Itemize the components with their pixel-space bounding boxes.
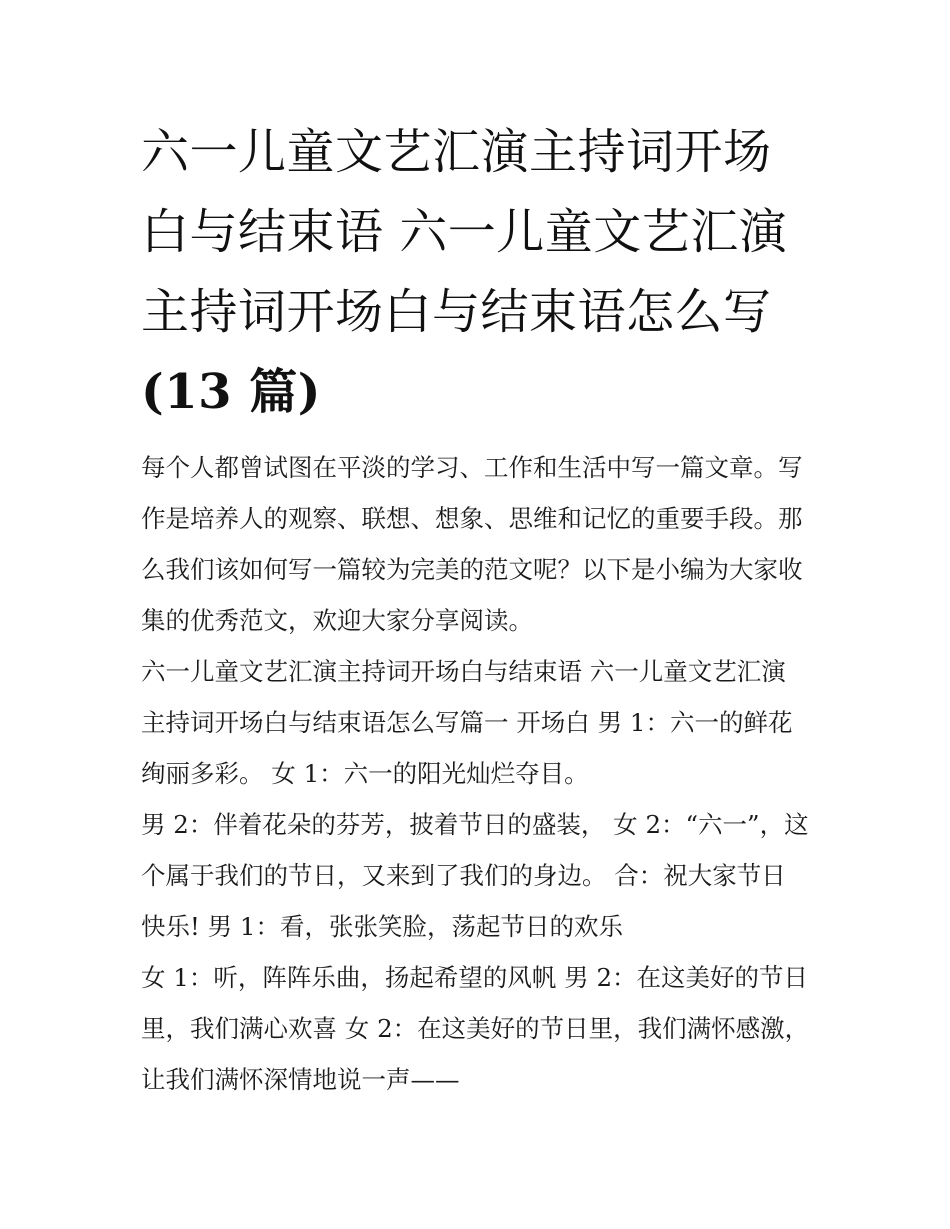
title-line: 主持词开场白与结束语怎么写	[141, 284, 772, 340]
text-line: 男 2：伴着花朵的芬芳，披着节日的盛装， 女 2：“六一”，这	[141, 810, 809, 839]
text-line: 绚丽多彩。 女 1：六一的阳光灿烂夺目。	[141, 759, 589, 788]
text-line: 作是培养人的观察、联想、想象、思维和记忆的重要手段。那	[141, 504, 803, 533]
text-line: 集的优秀范文，欢迎大家分享阅读。	[141, 606, 533, 635]
title-line: 六一儿童文艺汇演主持词开场	[141, 124, 772, 180]
document-title	[141, 112, 821, 432]
text-line: 里，我们满心欢喜 女 2：在这美好的节日里，我们满怀感激，	[141, 1014, 810, 1043]
title-line: 白与结束语 六一儿童文艺汇演	[141, 204, 788, 260]
title-line-count: (13 篇)	[141, 364, 321, 420]
intro-paragraph	[141, 442, 821, 646]
text-line: 女 1：听，阵阵乐曲，扬起希望的风帆 男 2：在这美好的节日	[141, 963, 809, 992]
section-paragraph-1	[141, 646, 821, 799]
text-line: 让我们满怀深情地说一声——	[141, 1065, 460, 1094]
section-paragraph-3	[141, 952, 821, 1105]
text-line: 么我们该如何写一篇较为完美的范文呢？以下是小编为大家收	[141, 555, 803, 584]
section-paragraph-2	[141, 799, 821, 952]
text-line: 个属于我们的节日，又来到了我们的身边。 合：祝大家节日	[141, 861, 786, 890]
text-line: 每个人都曾试图在平淡的学习、工作和生活中写一篇文章。写	[141, 453, 803, 482]
text-line: 六一儿童文艺汇演主持词开场白与结束语 六一儿童文艺汇演	[141, 657, 786, 686]
text-line: 主持词开场白与结束语怎么写篇一 开场白 男 1：六一的鲜花	[141, 708, 793, 737]
document-body	[141, 112, 821, 1105]
text-line: 快乐! 男 1：看，张张笑脸，荡起节日的欢乐	[141, 912, 624, 941]
